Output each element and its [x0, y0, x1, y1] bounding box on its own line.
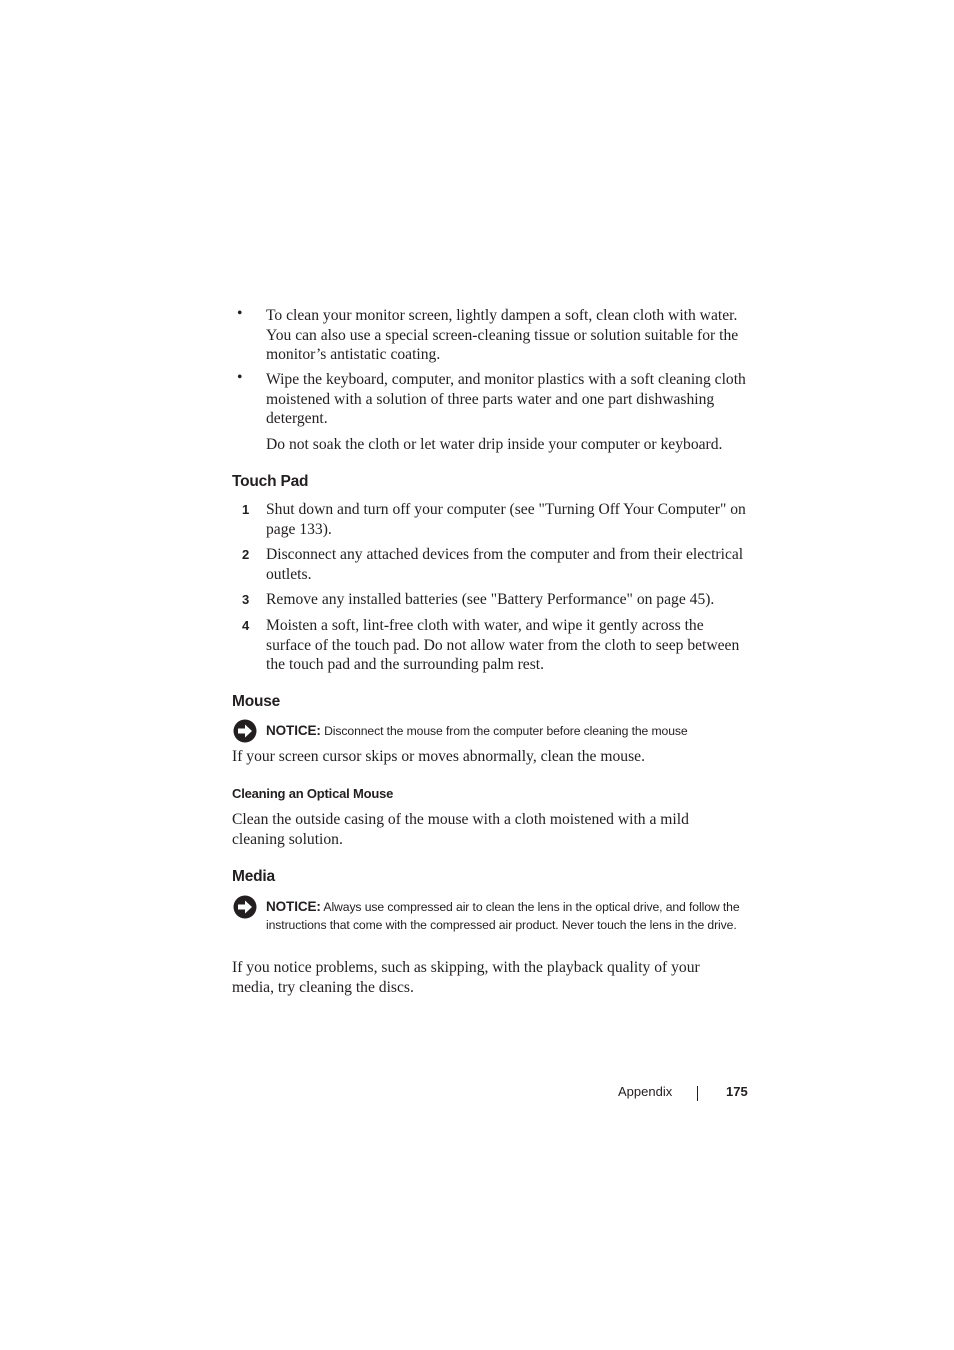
- notice-label: NOTICE:: [266, 899, 321, 914]
- step-number: 3: [242, 592, 250, 607]
- mouse-heading: Mouse: [232, 693, 281, 710]
- notice-arrow-icon: [233, 719, 257, 743]
- page-number: 175: [726, 1084, 748, 1099]
- bullet-item-monitor: To clean your monitor screen, lightly dampen a soft, clean cloth with water. You can also use a special screen-cleaning tissue or solution suitable for the monitor’s antistatic coating.: [266, 307, 739, 364]
- bullet-item-keyboard: Wipe the keyboard, computer, and monitor plastics with a soft cleaning cloth moistened with a solution of three parts water and one part dishwashing detergent.: [266, 371, 746, 428]
- step-text: Remove any installed batteries (see "Battery Performance" on page 45).: [266, 591, 715, 608]
- step-number: 2: [242, 547, 250, 562]
- media-text: If you notice problems, such as skipping, with the playback quality of your media, try cleaning the discs.: [232, 959, 700, 996]
- touch-pad-heading: Touch Pad: [232, 473, 309, 490]
- step-text: Shut down and turn off your computer (see "Turning Off Your Computer" on page 133).: [266, 501, 746, 538]
- notice-arrow-icon: [233, 895, 257, 919]
- bullet-marker: •: [237, 369, 243, 386]
- optical-mouse-text: Clean the outside casing of the mouse with a cloth moistened with a mild cleaning solution.: [232, 811, 689, 848]
- mouse-notice: [266, 722, 750, 741]
- notice-text: Disconnect the mouse from the computer before cleaning the mouse: [324, 724, 688, 738]
- optical-mouse-subheading: Cleaning an Optical Mouse: [232, 786, 394, 801]
- cleaning-note: Do not soak the cloth or let water drip inside your computer or keyboard.: [266, 436, 723, 453]
- media-notice: [266, 898, 750, 934]
- mouse-intro: If your screen cursor skips or moves abnormally, clean the mouse.: [232, 748, 645, 765]
- media-heading: Media: [232, 868, 275, 885]
- footer-section-label: Appendix: [618, 1084, 673, 1099]
- step-number: 4: [242, 618, 250, 633]
- step-text: Moisten a soft, lint-free cloth with water, and wipe it gently across the surface of the touch pad. Do not allow water from the cloth to seep between the touch pad and the surrounding palm rest.: [266, 617, 740, 674]
- step-text: Disconnect any attached devices from the computer and from their electrical outlets.: [266, 546, 744, 583]
- step-number: 1: [242, 502, 250, 517]
- footer-separator: [697, 1086, 698, 1101]
- bullet-marker: •: [237, 305, 243, 322]
- notice-label: NOTICE:: [266, 723, 321, 738]
- notice-text: Always use compressed air to clean the lens in the optical drive, and follow the instructions that come with the compressed air product. Never touch the lens in the drive.: [266, 900, 740, 932]
